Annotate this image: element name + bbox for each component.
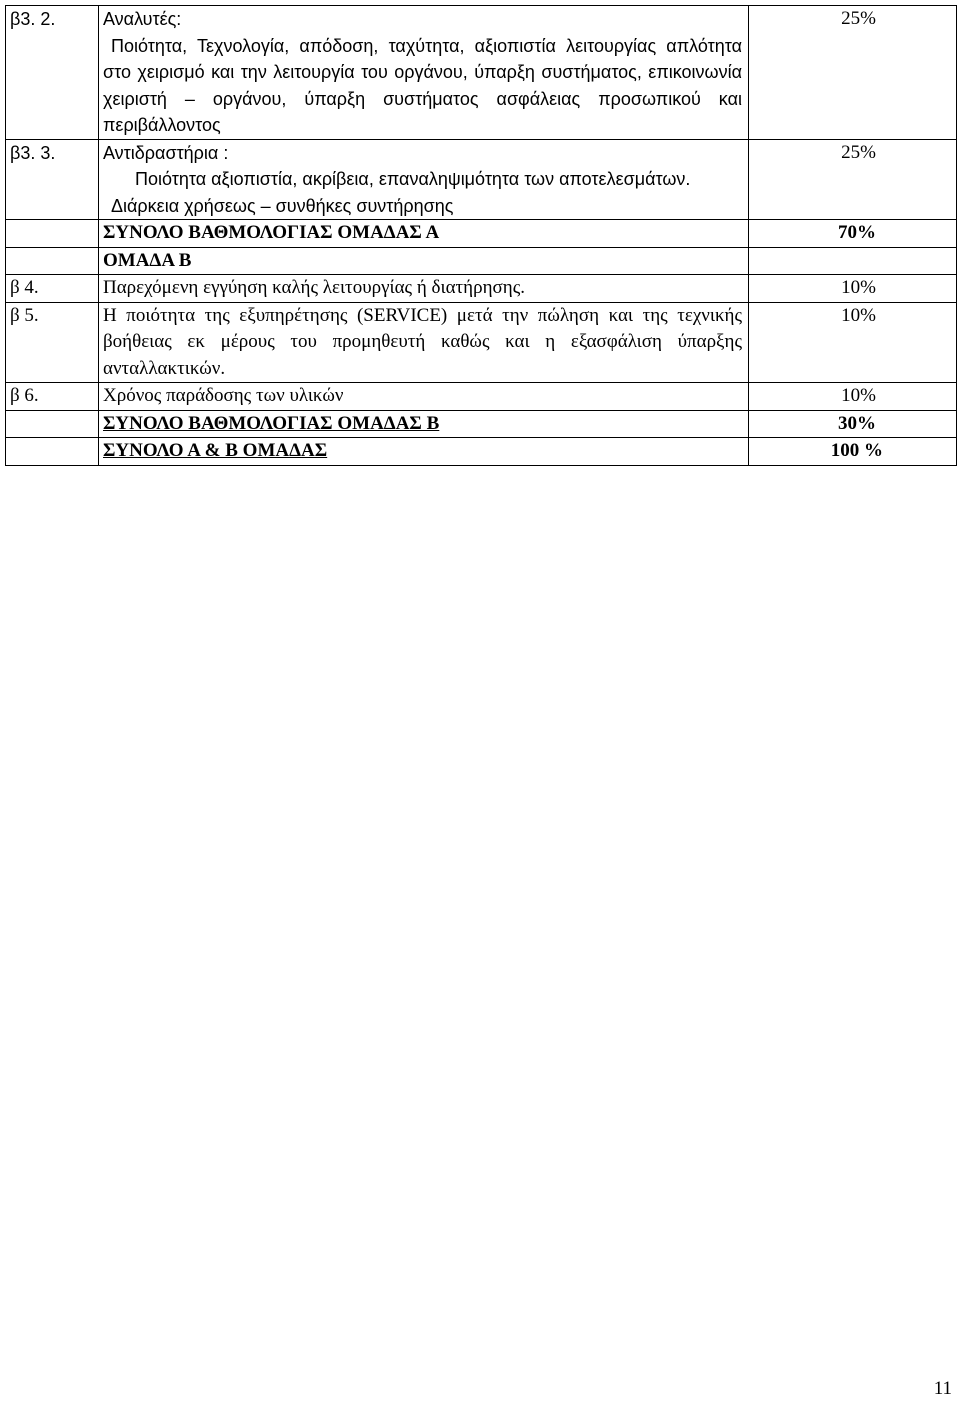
table-row xyxy=(6,383,957,411)
criterion-description: Παρεχόμενη εγγύηση καλής λειτουργίας ή διατήρησης. xyxy=(99,275,749,303)
criterion-code xyxy=(6,247,99,275)
criterion-weight: 10% xyxy=(749,275,957,303)
criterion-code xyxy=(6,410,99,438)
group-a-total-label: ΣΥΝΟΛΟ ΒΑΘΜΟΛΟΓΙΑΣ ΟΜΑΔΑΣ Α xyxy=(99,220,749,248)
criterion-code: β 6. xyxy=(6,383,99,411)
criterion-weight: 10% xyxy=(749,302,957,383)
criterion-title: Αναλυτές: xyxy=(103,9,182,29)
table-row xyxy=(6,247,957,275)
evaluation-criteria-table xyxy=(5,5,957,466)
criterion-code: β 5. xyxy=(6,302,99,383)
table-row xyxy=(6,220,957,248)
criterion-body: Ποιότητα αξιοπιστία, ακρίβεια, επαναληψιμότητα των αποτελεσμάτων. xyxy=(135,169,691,189)
table-row xyxy=(6,139,957,220)
criterion-description: Η ποιότητα της εξυπηρέτησης (SERVICE) μετά την πώληση και της τεχνικής βοήθειας εκ μέρους του προμηθευτή καθώς και η εξασφάλιση ύπαρξης ανταλλακτικών. xyxy=(99,302,749,383)
criterion-description xyxy=(99,139,749,220)
criterion-body-extra: Διάρκεια χρήσεως – συνθήκες συντήρησης xyxy=(111,195,454,216)
criterion-weight: 25% xyxy=(749,6,957,140)
table-row xyxy=(6,410,957,438)
criterion-title: Αντιδραστήρια : xyxy=(103,142,229,163)
grand-total-label: ΣΥΝΟΛΟ Α & Β ΟΜΑΔΑΣ xyxy=(99,438,749,466)
criterion-code: β3. 3. xyxy=(6,139,99,220)
criterion-body: Ποιότητα, Τεχνολογία, απόδοση, ταχύτητα, αξιοπιστία λειτουργίας απλότητα στο χειρισμό και την λειτουργία του οργάνου, ύπαρξη συστήματος, επικοινωνία χειριστή – οργάνου, ύπαρξη συστήματος ασφάλειας προσωπικού και περιβάλλοντος xyxy=(103,35,742,135)
table-row xyxy=(6,275,957,303)
criterion-weight: 25% xyxy=(749,139,957,220)
group-b-heading: ΟΜΑΔΑ Β xyxy=(99,247,749,275)
table-row xyxy=(6,438,957,466)
page-number: 11 xyxy=(933,1378,952,1399)
group-a-total-weight: 70% xyxy=(749,220,957,248)
criterion-description: Χρόνος παράδοσης των υλικών xyxy=(99,383,749,411)
group-b-total-label: ΣΥΝΟΛΟ ΒΑΘΜΟΛΟΓΙΑΣ ΟΜΑΔΑΣ Β xyxy=(99,410,749,438)
criterion-weight xyxy=(749,247,957,275)
criterion-code: β 4. xyxy=(6,275,99,303)
criterion-code: β3. 2. xyxy=(6,6,99,140)
table-row xyxy=(6,302,957,383)
criterion-description xyxy=(99,6,749,140)
grand-total-weight: 100 % xyxy=(749,438,957,466)
group-b-total-weight: 30% xyxy=(749,410,957,438)
criterion-code xyxy=(6,220,99,248)
criterion-code xyxy=(6,438,99,466)
criterion-weight: 10% xyxy=(749,383,957,411)
table-row xyxy=(6,6,957,140)
